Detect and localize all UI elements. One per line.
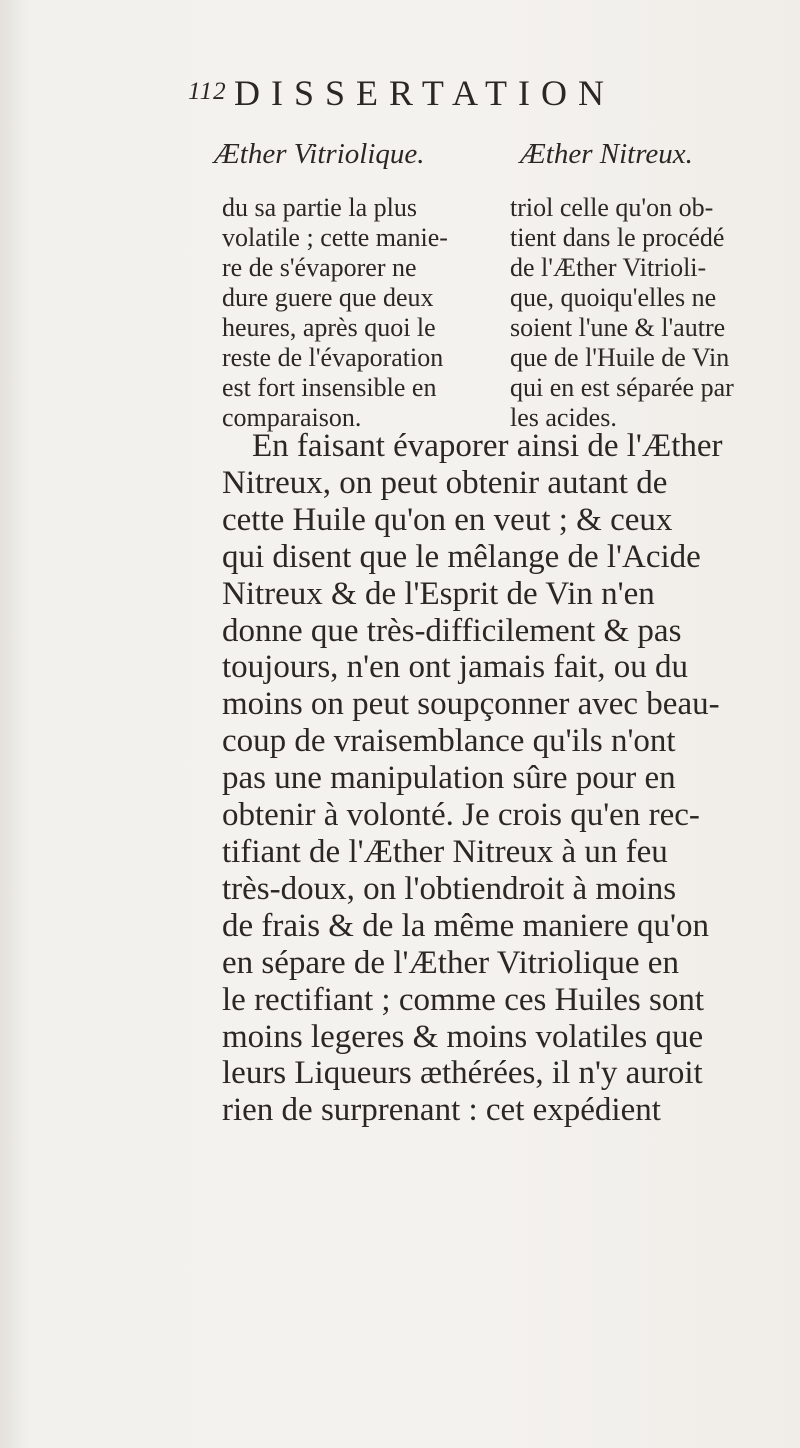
paragraph-line: le rectifiant ; comme ces Huiles sont (222, 981, 705, 1018)
paragraph-line: moins on peut soupçonner avec beau- (222, 686, 720, 723)
main-paragraph (222, 428, 800, 1129)
left-column-text (222, 193, 490, 433)
paragraph-line: en sépare de l'Æther Vitriolique en (222, 944, 679, 981)
right-column-line: les acides. (510, 403, 617, 432)
right-column-line: tient dans le procédé (510, 223, 725, 252)
right-column-line: que, quoiqu'elles ne (510, 283, 717, 312)
left-column-line: reste de l'évaporation (222, 343, 444, 372)
paragraph-line: rien de surprenant : cet expédient (222, 1092, 661, 1129)
column-headings (214, 138, 774, 178)
left-column-line: est fort insensible en (222, 373, 437, 402)
left-column-line: du sa partie la plus (222, 193, 417, 222)
right-column-heading: Æther Nitreux. (520, 138, 693, 170)
page-header (188, 72, 748, 116)
page-number: 112 (188, 78, 227, 105)
left-column-line: comparaison. (222, 403, 362, 432)
paragraph-line: pas une manipulation sûre pour en (222, 760, 676, 797)
spine-shadow (0, 0, 30, 1448)
paragraph-line: très-doux, on l'obtiendroit à moins (222, 870, 677, 907)
paragraph-line: Nitreux & de l'Esprit de Vin n'en (222, 575, 655, 612)
paragraph-line: coup de vraisemblance qu'ils n'ont (222, 723, 676, 760)
paragraph-line: leurs Liqueurs æthérées, il n'y auroit (222, 1055, 703, 1092)
left-column-line: heures, après quoi le (222, 313, 436, 342)
paragraph-line: toujours, n'en ont jamais fait, ou du (222, 649, 689, 686)
right-column-line: que de l'Huile de Vin (510, 343, 730, 372)
paragraph-line: cette Huile qu'on en veut ; & ceux (222, 501, 673, 538)
paragraph-line: moins legeres & moins volatiles que (222, 1018, 704, 1055)
paragraph-line: En faisant évaporer ainsi de l'Æther (252, 428, 723, 464)
right-column-line: soient l'une & l'autre (510, 313, 726, 342)
right-column-line: qui en est séparée par (510, 373, 734, 402)
paragraph-line: obtenir à volonté. Je crois qu'en rec- (222, 797, 700, 834)
paragraph-line: Nitreux, on peut obtenir autant de (222, 464, 668, 501)
left-column-line: dure guere que deux (222, 283, 434, 312)
right-column-text (510, 193, 800, 433)
left-column-line: volatile ; cette manie- (222, 223, 448, 252)
running-title: DISSERTATION (234, 73, 615, 113)
paragraph-line: donne que très-difficilement & pas (222, 612, 682, 649)
paragraph-line: de frais & de la même maniere qu'on (222, 907, 710, 944)
left-column-heading: Æther Vitriolique. (214, 138, 425, 170)
right-column-line: de l'Æther Vitrioli- (510, 253, 707, 282)
right-column-line: triol celle qu'on ob- (510, 193, 714, 222)
left-column-line: re de s'évaporer ne (222, 253, 417, 282)
paragraph-line: tifiant de l'Æther Nitreux à un feu (222, 833, 668, 870)
paragraph-line: qui disent que le mêlange de l'Acide (222, 538, 701, 575)
